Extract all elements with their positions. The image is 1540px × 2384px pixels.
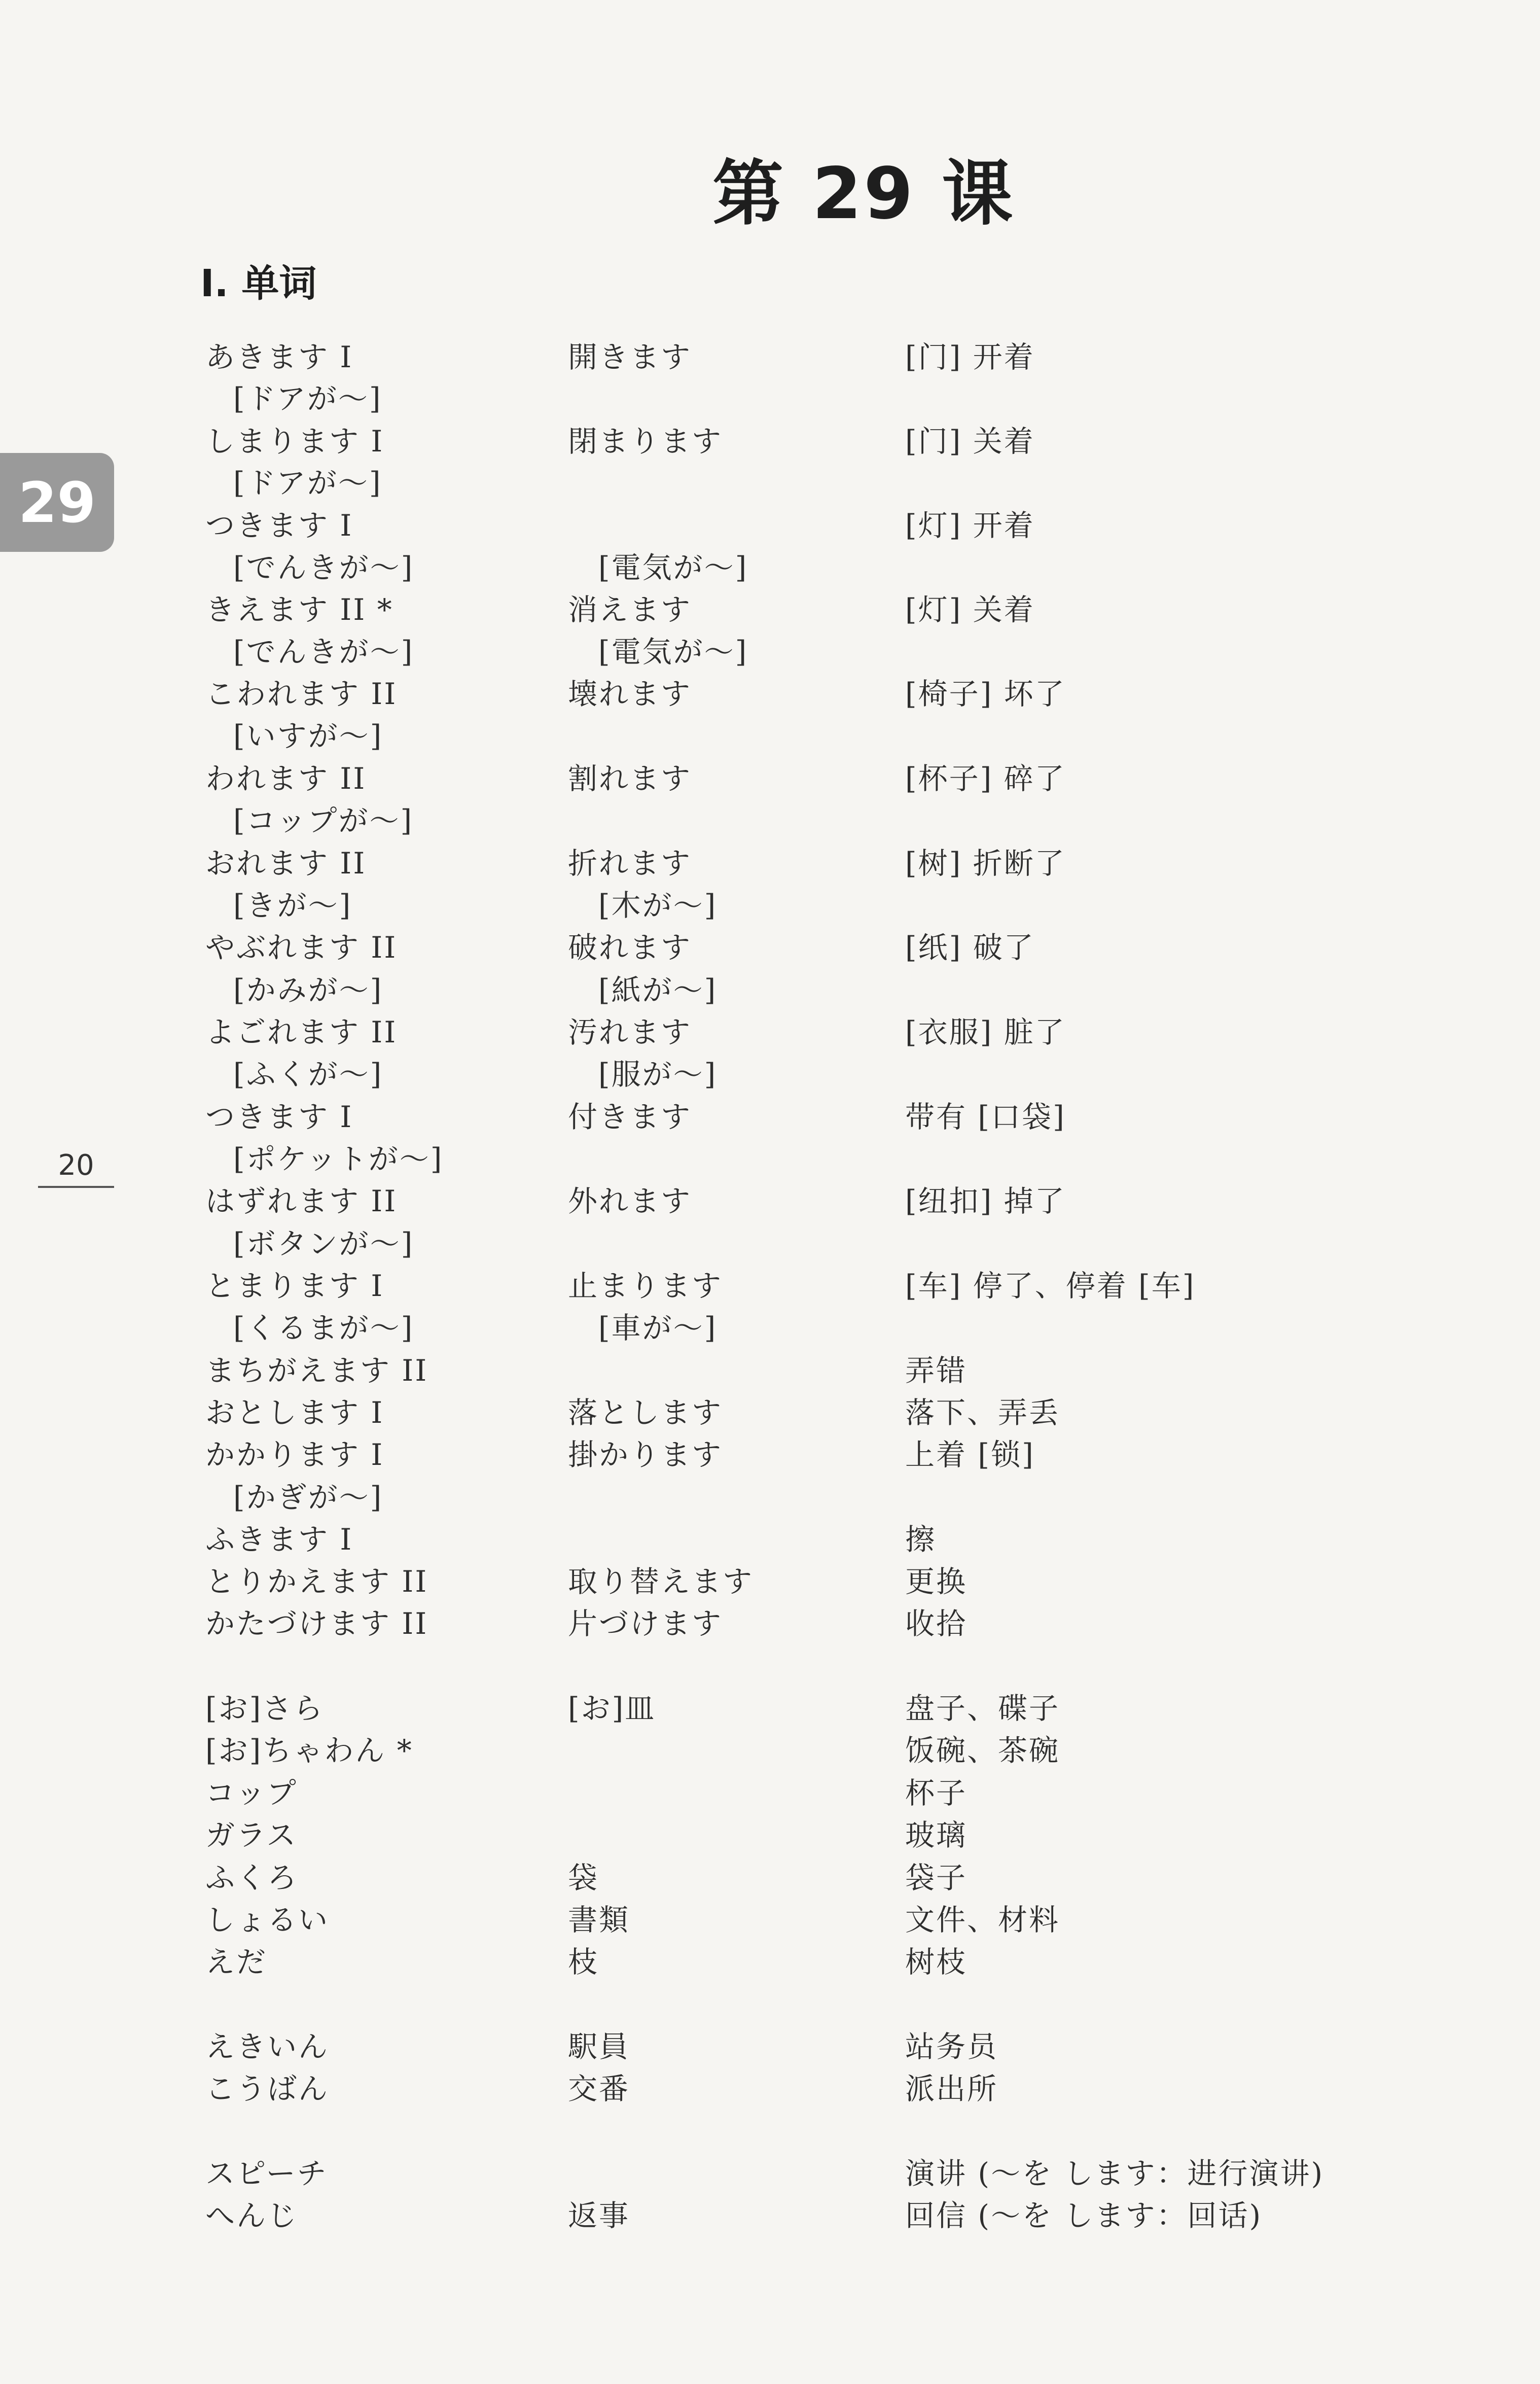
vocab-row (0, 2068, 1540, 2110)
vocab-row (0, 1477, 1540, 1518)
vocab-kana: [ドアが～] (233, 381, 382, 416)
vocab-kana: [いすが～] (233, 719, 383, 753)
vocab-kana: しまります I (205, 424, 384, 459)
vocab-kana: [ふくが～] (233, 1057, 383, 1092)
vocab-row (0, 715, 1540, 757)
vocab-meaning: [门] 关着 (905, 424, 1035, 459)
vocab-row (0, 1011, 1540, 1053)
vocab-kana: [かみが～] (233, 973, 383, 1007)
vocab-kanji: [お]皿 (568, 1691, 656, 1726)
vocab-kana: こわれます II (205, 677, 398, 711)
vocab-meaning: [门] 开着 (905, 340, 1035, 374)
vocab-meaning: [纸] 破了 (905, 930, 1035, 965)
vocab-meaning: 上着 [锁] (905, 1438, 1035, 1472)
vocab-row (0, 1603, 1540, 1644)
vocab-kana: かたづけます II (205, 1606, 428, 1641)
vocab-meaning: [衣服] 脏了 (905, 1015, 1066, 1049)
vocab-row (0, 969, 1540, 1011)
vocab-kana: [お]ちゃわん * (205, 1733, 413, 1768)
vocab-kana: あきます I (205, 340, 353, 374)
vocab-meaning: 更换 (905, 1564, 968, 1599)
vocab-meaning: 饭碗、茶碗 (905, 1733, 1060, 1768)
vocab-row (0, 1519, 1540, 1560)
vocab-kana: [ボタンが～] (233, 1226, 414, 1261)
vocab-row (0, 885, 1540, 926)
vocab-row (0, 589, 1540, 630)
vocab-kana: [コップが～] (233, 803, 414, 838)
vocab-kana: [かぎが～] (233, 1480, 383, 1515)
vocab-kana: ふくろ (205, 1861, 299, 1895)
vocab-kana: [でんきが～] (233, 550, 414, 585)
vocab-kana: つきます I (205, 508, 353, 543)
vocab-meaning: 回信 (～を します：回话) (905, 2198, 1263, 2233)
vocab-row (0, 1941, 1540, 1983)
vocab-row (0, 800, 1540, 842)
vocab-meaning: 收拾 (905, 1606, 968, 1641)
vocab-meaning: [灯] 关着 (905, 592, 1035, 627)
vocab-kana: はずれます II (205, 1184, 398, 1218)
vocab-kana: こうばん (205, 2072, 330, 2106)
vocab-kanji: [車が～] (598, 1311, 718, 1345)
vocab-row (0, 1772, 1540, 1814)
vocab-row (0, 547, 1540, 588)
vocab-row (0, 378, 1540, 419)
vocab-kana: [でんきが～] (233, 635, 414, 669)
vocab-meaning: 袋子 (905, 1861, 968, 1895)
vocab-row (0, 505, 1540, 546)
lesson-title: 第 29 课 (712, 153, 1015, 235)
vocab-kana: へんじ (205, 2198, 299, 2233)
vocab-kana: しょるい (205, 1903, 330, 1937)
vocab-meaning: [纽扣] 掉了 (905, 1184, 1066, 1218)
vocab-row (0, 1561, 1540, 1602)
vocab-kanji: 駅員 (568, 2029, 630, 2064)
vocab-meaning: [车] 停了、停着 [车] (905, 1269, 1196, 1303)
vocab-kanji: 外れます (568, 1184, 692, 1218)
vocab-kana: とまります I (205, 1269, 384, 1303)
vocab-row (0, 420, 1540, 462)
vocab-kana: えだ (205, 1945, 268, 1979)
vocab-meaning: 站务员 (905, 2029, 998, 2064)
vocab-kana: スピーチ (205, 2156, 328, 2191)
vocab-row (0, 462, 1540, 504)
vocab-kanji: 返事 (568, 2198, 630, 2233)
vocab-kana: おとします I (205, 1395, 384, 1430)
vocab-row (0, 2195, 1540, 2236)
vocab-kana: ガラス (205, 1818, 298, 1852)
vocab-meaning: 带有 [口袋] (905, 1100, 1066, 1134)
vocab-meaning: 演讲 (～を します：进行演讲) (905, 2156, 1324, 2191)
vocab-kana: きえます II * (205, 592, 393, 627)
vocab-kanji: 落とします (568, 1395, 723, 1430)
vocab-kanji: 破れます (568, 930, 692, 965)
vocab-kana: [きが～] (233, 888, 352, 923)
vocab-row (0, 1857, 1540, 1899)
vocab-meaning: 弄错 (905, 1353, 968, 1388)
vocab-row (0, 843, 1540, 884)
vocab-kanji: 閉まります (568, 424, 723, 459)
vocab-meaning: [椅子] 坏了 (905, 677, 1066, 711)
vocab-kanji: 割れます (568, 761, 692, 796)
page-number: 20 (38, 1149, 114, 1188)
vocab-meaning: 树枝 (905, 1945, 968, 1979)
vocab-row (0, 631, 1540, 673)
vocab-meaning: 盘子、碟子 (905, 1691, 1060, 1726)
vocab-kana: やぶれます II (205, 930, 398, 965)
vocab-kanji: 折れます (568, 846, 692, 881)
vocab-kana: コップ (205, 1776, 298, 1810)
vocab-kanji: 掛かります (568, 1438, 723, 1472)
vocab-kana: われます II (205, 761, 367, 796)
vocab-row (0, 927, 1540, 968)
vocab-row (0, 1350, 1540, 1391)
vocab-row (0, 1223, 1540, 1265)
vocab-meaning: 杯子 (905, 1776, 968, 1810)
vocab-meaning: 擦 (905, 1522, 937, 1557)
vocab-kanji: [電気が～] (598, 635, 748, 669)
vocab-kana: まちがえます II (205, 1353, 428, 1388)
vocab-meaning: 派出所 (905, 2072, 998, 2106)
vocab-kanji: [木が～] (598, 888, 718, 923)
vocab-kanji: [紙が～] (598, 973, 718, 1007)
vocab-row (0, 1434, 1540, 1476)
vocab-row (0, 758, 1540, 799)
vocab-row (0, 1054, 1540, 1095)
vocab-row (0, 336, 1540, 378)
vocab-row (0, 1265, 1540, 1307)
vocab-kana: よごれます II (205, 1015, 398, 1049)
vocab-kanji: [電気が～] (598, 550, 748, 585)
vocab-kana: おれます II (205, 846, 367, 881)
vocab-kanji: 取り替えます (568, 1564, 754, 1599)
vocab-kanji: 書類 (568, 1903, 630, 1937)
vocab-kana: [お]さら (205, 1691, 325, 1726)
vocab-meaning: [杯子] 碎了 (905, 761, 1066, 796)
vocab-kanji: 付きます (568, 1100, 692, 1134)
vocab-row (0, 1688, 1540, 1729)
vocab-row (0, 2153, 1540, 2194)
vocab-row (0, 673, 1540, 715)
vocab-row (0, 1096, 1540, 1138)
vocab-kanji: 袋 (568, 1861, 599, 1895)
vocab-row (0, 2026, 1540, 2067)
vocab-meaning: 落下、弄丢 (905, 1395, 1060, 1430)
vocab-kana: かかります I (205, 1438, 384, 1472)
vocab-kanji: 交番 (568, 2072, 630, 2106)
vocab-kana: ふきます I (205, 1522, 353, 1557)
vocab-kanji: 開きます (568, 340, 692, 374)
vocab-kanji: 片づけます (568, 1606, 723, 1641)
vocab-meaning: [灯] 开着 (905, 508, 1035, 543)
vocab-meaning: 文件、材料 (905, 1903, 1060, 1937)
vocab-kanji: [服が～] (598, 1057, 718, 1092)
vocab-meaning: 玻璃 (905, 1818, 968, 1852)
vocab-row (0, 1180, 1540, 1222)
vocab-kanji: 消えます (568, 592, 692, 627)
vocab-row (0, 1138, 1540, 1180)
vocab-kanji: 汚れます (568, 1015, 692, 1049)
vocab-kana: [くるまが～] (233, 1311, 414, 1345)
vocab-kanji: 枝 (568, 1945, 599, 1979)
vocab-kana: つきます I (205, 1100, 353, 1134)
vocab-kanji: 止まります (568, 1269, 723, 1303)
vocab-row (0, 1307, 1540, 1349)
lesson-tab: 29 (0, 453, 114, 552)
section-heading: I. 单词 (200, 262, 317, 305)
vocab-kana: [ポケットが～] (233, 1142, 444, 1176)
vocab-meaning: [树] 折断了 (905, 846, 1066, 881)
vocab-row (0, 1730, 1540, 1771)
vocab-row (0, 1814, 1540, 1856)
vocab-row (0, 1392, 1540, 1433)
vocab-kana: とりかえます II (205, 1564, 428, 1599)
vocab-kanji: 壊れます (568, 677, 692, 711)
vocab-kana: [ドアが～] (233, 466, 382, 500)
vocab-row (0, 1899, 1540, 1941)
vocab-kana: えきいん (205, 2029, 330, 2064)
